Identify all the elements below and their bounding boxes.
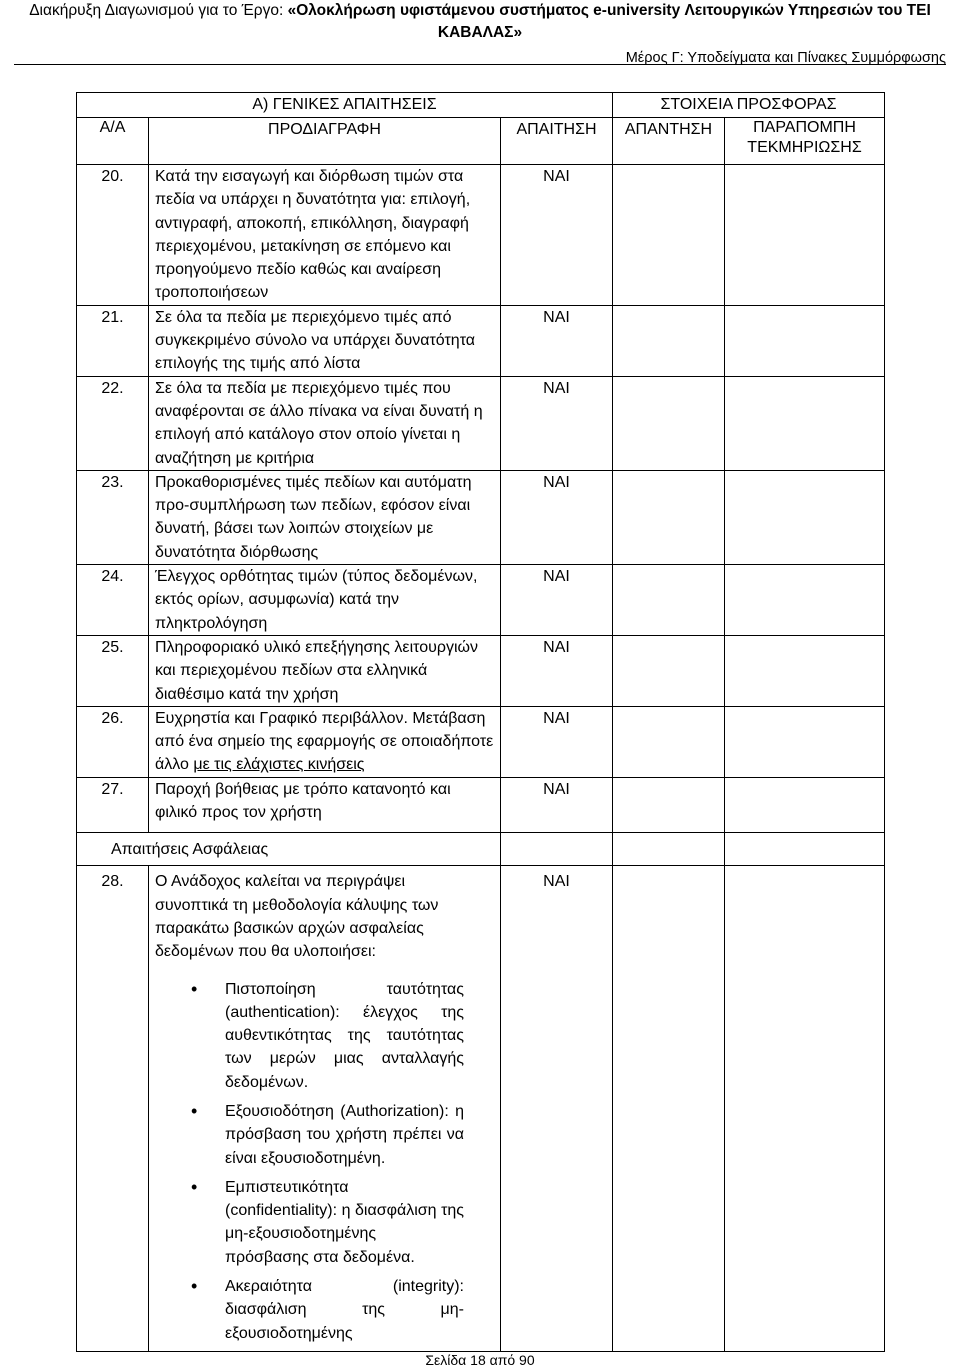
col-header-req: ΑΠΑΙΤΗΣΗ [501,118,613,165]
row-spec-text: Ευχρηστία και Γραφικό περιβάλλον. Μετάβαση από ένα σημείο της εφαρμογής σε οποιαδήποτε άλλο [155,709,494,774]
table-row [77,866,885,1352]
row-answer[interactable] [613,777,725,833]
security-heading: Απαιτήσεις Ασφάλειας [77,833,501,866]
row-answer[interactable] [613,866,725,1352]
row-number: 23. [77,470,149,564]
row-spec: Πληροφοριακό υλικό επεξήγησης λειτουργιών και περιεχομένου πεδίων στα ελληνικά διαθέσιμο κατά την χρήση [149,635,501,706]
row-requirement: ΝΑΙ [501,165,613,306]
row-requirement: ΝΑΙ [501,470,613,564]
group-header-row [77,93,885,118]
row-reference[interactable] [725,635,885,706]
row-number: 25. [77,635,149,706]
compliance-table [76,92,885,1352]
table-row [77,470,885,564]
row-answer[interactable] [613,376,725,470]
row-answer[interactable] [613,305,725,376]
section-name: Μέρος Γ: Υποδείγματα και Πίνακες Συμμόρφωσης [625,50,946,66]
row-reference[interactable] [725,470,885,564]
row-spec [149,866,501,1352]
table-row [77,777,885,833]
row-requirement: ΝΑΙ [501,376,613,470]
table-row [77,635,885,706]
title-bold-cont: ΚΑΒΑΛΑΣ» [437,24,523,41]
page-number: Σελίδα 18 από 90 [425,1352,535,1368]
row-number: 21. [77,305,149,376]
page-header [0,0,960,69]
col-header-num: Α/Α [77,118,149,165]
table-row [77,165,885,306]
row-requirement: ΝΑΙ [501,635,613,706]
row-spec: Έλεγχος ορθότητας τιμών (τύπος δεδομένων, εκτός ορίων, ασυμφωνία) κατά την πληκτρολόγηση [149,565,501,636]
col-header-spec: ΠΡΟΔΙΑΓΡΑΦΗ [149,118,501,165]
row-number: 24. [77,565,149,636]
row-number: 28. [77,866,149,1352]
list-item: • Εξουσιοδότηση (Authorization): η πρόσβαση του χρήστη πρέπει να είναι εξουσιοδοτημένη. [225,1100,464,1170]
section-empty-cell [501,833,613,866]
row-requirement: ΝΑΙ [501,866,613,1352]
list-item: • Εμπιστευτικότητα (confidentiality): η διασφάλιση της μη-εξουσιοδοτημένης πρόσβασης στα δεδομένα. [225,1176,464,1269]
section-row [77,833,885,866]
section-empty-cell [613,833,725,866]
row-reference[interactable] [725,376,885,470]
title-plain: Διακήρυξη Διαγωνισμού για το Έργο: [29,2,288,19]
row-answer[interactable] [613,635,725,706]
document-title [14,0,946,22]
table-row [77,706,885,777]
list-item: • Πιστοποίηση ταυτότητας (authentication): έλεγχος της αυθεντικότητας της ταυτότητας των μερών μιας ανταλλαγής δεδομένων. [225,978,464,1094]
row-reference[interactable] [725,706,885,777]
security-principles-list [155,978,464,1345]
row-spec: Κατά την εισαγωγή και διόρθωση τιμών στα πεδία να υπάρχει η δυνατότητα για: επιλογή, αντιγραφή, αποκοπή, επικόλληση, διαγραφή περιεχομένου, μετακίνηση σε επόμενο και προηγούμενο πεδίο καθώς και αναίρεση τροποποιήσεων [149,165,501,306]
group-offer-details: ΣΤΟΙΧΕΙΑ ΠΡΟΣΦΟΡΑΣ [613,93,885,118]
row-reference[interactable] [725,777,885,833]
row-requirement: ΝΑΙ [501,565,613,636]
row-reference[interactable] [725,305,885,376]
row-answer[interactable] [613,470,725,564]
table-row [77,376,885,470]
list-item: • Ακεραιότητα (integrity): διασφάλιση της μη-εξουσιοδοτημένης [225,1275,464,1345]
row-spec: Προκαθορισμένες τιμές πεδίων και αυτόματη προ-συμπλήρωση των πεδίων, εφόσον είναι δυνατή, βάσει των λοιπών στοιχείων με δυνατότητα διόρθωσης [149,470,501,564]
header-rule [14,64,946,65]
table-row [77,565,885,636]
row-spec-text: Ο Ανάδοχος καλείται να περιγράψει συνοπτικά τη μεθοδολογία κάλυψης των παρακάτω βασικών αρχών ασφαλείας δεδομένων που θα υλοποιήσει: [155,873,439,961]
row-requirement: ΝΑΙ [501,777,613,833]
row-reference[interactable] [725,866,885,1352]
row-spec-underlined: με τις ελάχιστες κινήσεις [193,756,365,774]
col-header-ref: ΠΑΡΑΠΟΜΠΗ ΤΕΚΜΗΡΙΩΣΗΣ [725,118,885,165]
section-empty-cell [725,833,885,866]
row-reference[interactable] [725,165,885,306]
column-header-row [77,118,885,165]
row-answer[interactable] [613,565,725,636]
group-general-requirements: Α) ΓΕΝΙΚΕΣ ΑΠΑΙΤΗΣΕΙΣ [77,93,613,118]
row-reference[interactable] [725,565,885,636]
row-number: 27. [77,777,149,833]
row-number: 26. [77,706,149,777]
row-requirement: ΝΑΙ [501,305,613,376]
row-requirement: ΝΑΙ [501,706,613,777]
document-title-cont [14,22,946,44]
row-answer[interactable] [613,165,725,306]
row-spec [149,706,501,777]
row-spec: Σε όλα τα πεδία με περιεχόμενο τιμές που αναφέρονται σε άλλο πίνακα να είναι δυνατή η επιλογή από κατάλογο στον οποίο γίνεται η αναζήτηση με κριτήρια [149,376,501,470]
row-number: 22. [77,376,149,470]
row-answer[interactable] [613,706,725,777]
row-spec: Παροχή βοήθειας με τρόπο κατανοητό και φιλικό προς τον χρήστη [149,777,501,833]
title-bold: «Ολοκλήρωση υφιστάμενου συστήματος e-university Λειτουργικών Υπηρεσιών του ΤΕΙ [287,2,931,19]
row-number: 20. [77,165,149,306]
row-spec: Σε όλα τα πεδία με περιεχόμενο τιμές από συγκεκριμένο σύνολο να υπάρχει δυνατότητα επιλογής της τιμής από λίστα [149,305,501,376]
table-row [77,305,885,376]
col-header-ans: ΑΠΑΝΤΗΣΗ [613,118,725,165]
